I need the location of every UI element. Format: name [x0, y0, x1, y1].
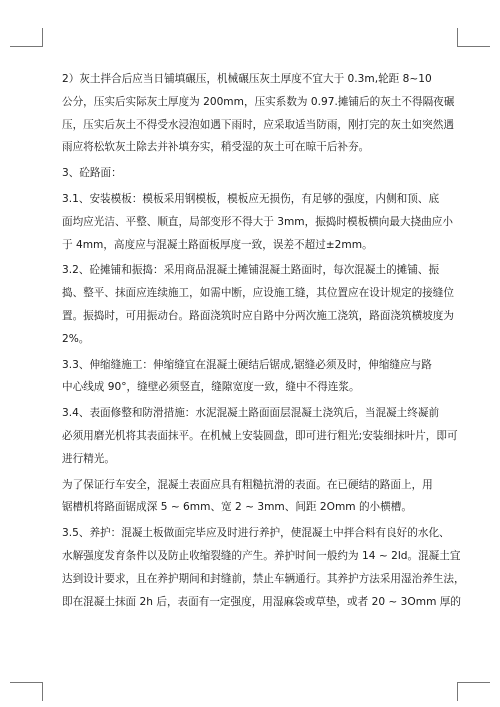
text-line: 达到设计要求，且在养护期间和封缝前，禁止车辆通行。其养护方法采用湿治养生法，	[62, 572, 465, 585]
text-line: 即在混凝土抹面 2h 后，表面有一定强度，用湿麻袋或草垫，或者 20 ~ 3Omm 厚的	[62, 595, 461, 608]
text-line: 压，压实后灰土不得受水浸泡如遇下雨时，应采取适当防雨，刚打完的灰土如突然遇	[62, 118, 454, 131]
text-line: 锯槽机将路面锯成深 5 ~ 6mm、宽 2 ~ 3mm、间距 2Omm 的小横槽。	[62, 501, 412, 514]
text-line: 置。振捣时，可用振动台。路面浇筑时应自路中分两次施工浇筑，路面浇筑横坡度为	[62, 309, 454, 322]
crop-mark-bottom-left	[10, 682, 43, 701]
crop-mark-top-right	[457, 28, 490, 47]
text-line: 2）灰土拌合后应当日铺填碾压，机械碾压灰土厚度不宜大于 0.3m,轮距 8~10	[62, 73, 432, 85]
document-body	[62, 68, 465, 616]
paragraph	[62, 188, 453, 256]
text-line: 捣、整平、抹面应连续施工，如需中断，应设施工缝，其位置应在设计规定的接缝位	[62, 287, 454, 300]
text-line: 雨应将松软灰土除去并补填夯实，稍受湿的灰土可在晾干后补夯。	[62, 141, 370, 154]
paragraph	[62, 474, 446, 520]
paragraph	[62, 259, 454, 350]
text-line: 3.2、砼摊铺和振捣：采用商品混凝土摊铺混凝土路面时，每次混凝土的摊铺、振	[62, 264, 440, 277]
text-line: 中心线成 90°，缝壁必须竖直，缝隙宽度一致，缝中不得连浆。	[62, 381, 360, 394]
crop-mark-bottom-right	[457, 682, 490, 701]
text-line: 水解强度发育条件以及防止收缩裂缝的产生。养护时间一般约为 14 ~ 2ld。混凝土宜	[62, 549, 461, 562]
paragraph	[62, 162, 446, 185]
text-line: 3、砼路面：	[62, 167, 122, 180]
text-line: 为了保证行车安全，混凝土表面应具有粗糙抗滑的表面。在已硬结的路面上，用	[62, 478, 433, 491]
paragraph	[62, 68, 455, 159]
text-line: 必须用磨光机将其表面抹平。在机械上安装圆盘，即可进行粗光;安装细抹叶片，即可	[62, 429, 458, 442]
text-line: 2%。	[62, 332, 90, 345]
text-line: 3.1、安装模板：模板采用钢模板，模板应无损伤，有足够的强度，内侧和顶、底	[62, 192, 440, 205]
paragraph	[62, 522, 465, 613]
paragraph	[62, 402, 458, 470]
text-line: 面均应光洁、平整、顺直，局部变形不得大于 3mm，振捣时模板横向最大挠曲应小	[62, 215, 453, 228]
text-line: 3.5、养护：混凝土板做面完毕应及时进行养护，使混凝土中拌合料有良好的水化、	[62, 527, 450, 540]
text-line: 于 4mm，高度应与混凝土路面板厚度一致，误差不超过±2mm。	[62, 238, 373, 251]
text-line: 3.4、表面修整和防滑措施：水泥混凝土路面面层混凝土浇筑后，当混凝土终凝前	[62, 407, 440, 420]
text-line: 3.3、伸缩缝施工：伸缩缝宜在混凝土硬结后锯成,锯缝必须及时，伸缩缝应与路	[62, 358, 432, 371]
paragraph	[62, 354, 446, 400]
text-line: 进行精光。	[62, 452, 115, 465]
crop-mark-top-left	[10, 28, 43, 47]
text-line: 公分，压实后实际灰土厚度为 200mm，压实系数为 0.97.摊铺后的灰土不得隔夜碾	[62, 95, 455, 108]
